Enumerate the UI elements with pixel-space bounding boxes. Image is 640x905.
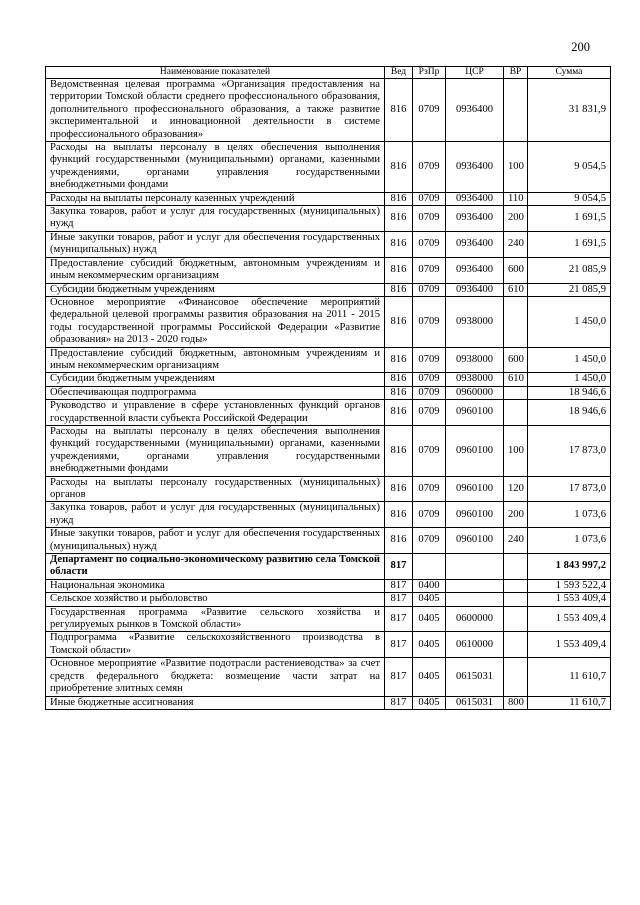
row-sum-cell: 18 946,6 bbox=[528, 400, 611, 426]
row-csr-cell: 0936400 bbox=[446, 192, 504, 205]
row-vr-cell: 240 bbox=[504, 528, 528, 554]
column-header-rzpr: РзПр bbox=[413, 67, 446, 79]
row-csr-cell bbox=[446, 554, 504, 580]
table-body bbox=[46, 79, 611, 710]
row-vr-cell: 200 bbox=[504, 502, 528, 528]
row-ved-cell: 816 bbox=[385, 502, 413, 528]
row-rzpr-cell: 0405 bbox=[413, 632, 446, 658]
table-header-row bbox=[46, 67, 611, 79]
row-rzpr-cell: 0709 bbox=[413, 79, 446, 142]
row-rzpr-cell: 0709 bbox=[413, 192, 446, 205]
row-sum-cell: 11 610,7 bbox=[528, 658, 611, 696]
row-ved-cell: 816 bbox=[385, 400, 413, 426]
row-sum-cell: 1 553 409,4 bbox=[528, 593, 611, 606]
row-csr-cell: 0600000 bbox=[446, 606, 504, 632]
row-vr-cell: 120 bbox=[504, 476, 528, 502]
table-row bbox=[46, 476, 611, 502]
row-ved-cell: 816 bbox=[385, 257, 413, 283]
row-csr-cell: 0960100 bbox=[446, 528, 504, 554]
row-ved-cell: 817 bbox=[385, 554, 413, 580]
row-rzpr-cell: 0709 bbox=[413, 373, 446, 386]
row-name-cell: Обеспечивающая подпрограмма bbox=[46, 386, 385, 399]
row-vr-cell bbox=[504, 579, 528, 592]
row-sum-cell: 1 691,5 bbox=[528, 231, 611, 257]
row-csr-cell bbox=[446, 593, 504, 606]
table-row bbox=[46, 296, 611, 347]
row-csr-cell: 0615031 bbox=[446, 658, 504, 696]
row-ved-cell: 816 bbox=[385, 528, 413, 554]
row-name-cell: Расходы на выплаты персоналу в целях обеспечения выполнения функций государственными (муниципальными) органами, казенными учреждениями, органами управления государственными внебюджетными фондами bbox=[46, 425, 385, 476]
table-row bbox=[46, 257, 611, 283]
row-csr-cell: 0960000 bbox=[446, 386, 504, 399]
row-vr-cell: 100 bbox=[504, 142, 528, 193]
row-csr-cell: 0615031 bbox=[446, 696, 504, 709]
table-row bbox=[46, 231, 611, 257]
page-number: 200 bbox=[571, 40, 590, 54]
row-name-cell: Государственная программа «Развитие сельского хозяйства и регулируемых рынков в Томской области» bbox=[46, 606, 385, 632]
row-csr-cell: 0936400 bbox=[446, 231, 504, 257]
row-name-cell: Предоставление субсидий бюджетным, автономным учреждениям и иным некоммерческим организациям bbox=[46, 347, 385, 373]
row-ved-cell: 816 bbox=[385, 476, 413, 502]
table-row bbox=[46, 606, 611, 632]
row-sum-cell: 1 073,6 bbox=[528, 528, 611, 554]
row-csr-cell: 0938000 bbox=[446, 296, 504, 347]
row-csr-cell: 0936400 bbox=[446, 283, 504, 296]
row-vr-cell: 800 bbox=[504, 696, 528, 709]
row-name-cell: Основное мероприятие «Финансовое обеспечение мероприятий федеральной целевой программы развития образования на 2011 - 2015 годы государственной программы Российской Федерации «Развитие образования» на 2013 - 2020 годы» bbox=[46, 296, 385, 347]
row-vr-cell: 200 bbox=[504, 206, 528, 232]
row-name-cell: Сельское хозяйство и рыболовство bbox=[46, 593, 385, 606]
row-rzpr-cell bbox=[413, 554, 446, 580]
row-rzpr-cell: 0405 bbox=[413, 696, 446, 709]
row-rzpr-cell: 0709 bbox=[413, 231, 446, 257]
row-sum-cell: 17 873,0 bbox=[528, 476, 611, 502]
row-name-cell: Расходы на выплаты персоналу в целях обеспечения выполнения функций государственными (муниципальными) органами, казенными учреждениями, органами управления государственными внебюджетными фондами bbox=[46, 142, 385, 193]
row-name-cell: Расходы на выплаты персоналу казенных учреждений bbox=[46, 192, 385, 205]
row-sum-cell: 1 553 409,4 bbox=[528, 606, 611, 632]
row-sum-cell: 9 054,5 bbox=[528, 142, 611, 193]
row-sum-cell: 1 553 409,4 bbox=[528, 632, 611, 658]
table-row bbox=[46, 658, 611, 696]
row-csr-cell: 0938000 bbox=[446, 347, 504, 373]
row-csr-cell: 0960100 bbox=[446, 400, 504, 426]
row-vr-cell bbox=[504, 386, 528, 399]
row-rzpr-cell: 0400 bbox=[413, 579, 446, 592]
row-rzpr-cell: 0405 bbox=[413, 606, 446, 632]
row-sum-cell: 1 450,0 bbox=[528, 296, 611, 347]
table-row bbox=[46, 425, 611, 476]
row-name-cell: Субсидии бюджетным учреждениям bbox=[46, 373, 385, 386]
row-name-cell: Основное мероприятие «Развитие подотрасли растениеводства» за счет средств федерального бюджета: возмещение части затрат на приобретение элитных семян bbox=[46, 658, 385, 696]
row-ved-cell: 816 bbox=[385, 206, 413, 232]
row-sum-cell: 21 085,9 bbox=[528, 257, 611, 283]
row-ved-cell: 817 bbox=[385, 606, 413, 632]
row-ved-cell: 816 bbox=[385, 231, 413, 257]
row-rzpr-cell: 0709 bbox=[413, 347, 446, 373]
row-ved-cell: 817 bbox=[385, 593, 413, 606]
table-row bbox=[46, 696, 611, 709]
row-sum-cell: 18 946,6 bbox=[528, 386, 611, 399]
row-csr-cell: 0936400 bbox=[446, 142, 504, 193]
table-row bbox=[46, 373, 611, 386]
budget-table bbox=[45, 66, 611, 710]
row-name-cell: Закупка товаров, работ и услуг для государственных (муниципальных) нужд bbox=[46, 502, 385, 528]
row-name-cell: Закупка товаров, работ и услуг для государственных (муниципальных) нужд bbox=[46, 206, 385, 232]
row-ved-cell: 816 bbox=[385, 386, 413, 399]
row-ved-cell: 816 bbox=[385, 373, 413, 386]
row-rzpr-cell: 0405 bbox=[413, 658, 446, 696]
row-rzpr-cell: 0709 bbox=[413, 142, 446, 193]
row-rzpr-cell: 0709 bbox=[413, 206, 446, 232]
row-vr-cell bbox=[504, 296, 528, 347]
row-ved-cell: 816 bbox=[385, 79, 413, 142]
row-name-cell: Департамент по социально-экономическому развитию села Томской области bbox=[46, 554, 385, 580]
row-rzpr-cell: 0709 bbox=[413, 257, 446, 283]
row-ved-cell: 817 bbox=[385, 579, 413, 592]
row-ved-cell: 816 bbox=[385, 425, 413, 476]
column-header-vr: ВР bbox=[504, 67, 528, 79]
row-sum-cell: 21 085,9 bbox=[528, 283, 611, 296]
row-sum-cell: 1 073,6 bbox=[528, 502, 611, 528]
column-header-csr: ЦСР bbox=[446, 67, 504, 79]
row-name-cell: Расходы на выплаты персоналу государственных (муниципальных) органов bbox=[46, 476, 385, 502]
row-vr-cell bbox=[504, 632, 528, 658]
row-vr-cell: 110 bbox=[504, 192, 528, 205]
row-vr-cell bbox=[504, 606, 528, 632]
row-name-cell: Предоставление субсидий бюджетным, автономным учреждениям и иным некоммерческим организациям bbox=[46, 257, 385, 283]
row-sum-cell: 9 054,5 bbox=[528, 192, 611, 205]
row-sum-cell: 1 450,0 bbox=[528, 373, 611, 386]
table-row bbox=[46, 142, 611, 193]
table-row bbox=[46, 528, 611, 554]
row-csr-cell: 0610000 bbox=[446, 632, 504, 658]
row-csr-cell bbox=[446, 579, 504, 592]
row-rzpr-cell: 0709 bbox=[413, 502, 446, 528]
row-ved-cell: 817 bbox=[385, 658, 413, 696]
row-ved-cell: 816 bbox=[385, 347, 413, 373]
row-csr-cell: 0960100 bbox=[446, 502, 504, 528]
row-name-cell: Руководство и управление в сфере установленных функций органов государственной власти субъекта Российской Федерации bbox=[46, 400, 385, 426]
table-row bbox=[46, 579, 611, 592]
row-vr-cell bbox=[504, 593, 528, 606]
row-vr-cell: 610 bbox=[504, 283, 528, 296]
row-sum-cell: 31 831,9 bbox=[528, 79, 611, 142]
row-ved-cell: 816 bbox=[385, 296, 413, 347]
row-ved-cell: 816 bbox=[385, 192, 413, 205]
row-sum-cell: 1 843 997,2 bbox=[528, 554, 611, 580]
row-rzpr-cell: 0709 bbox=[413, 528, 446, 554]
row-name-cell: Подпрограмма «Развитие сельскохозяйственного производства в Томской области» bbox=[46, 632, 385, 658]
row-name-cell: Иные бюджетные ассигнования bbox=[46, 696, 385, 709]
row-vr-cell: 610 bbox=[504, 373, 528, 386]
column-header-ved: Вед bbox=[385, 67, 413, 79]
row-csr-cell: 0936400 bbox=[446, 257, 504, 283]
row-vr-cell: 600 bbox=[504, 257, 528, 283]
row-rzpr-cell: 0709 bbox=[413, 476, 446, 502]
row-vr-cell bbox=[504, 658, 528, 696]
row-rzpr-cell: 0709 bbox=[413, 400, 446, 426]
row-sum-cell: 1 450,0 bbox=[528, 347, 611, 373]
row-csr-cell: 0960100 bbox=[446, 476, 504, 502]
table-row bbox=[46, 400, 611, 426]
row-vr-cell bbox=[504, 79, 528, 142]
table-row bbox=[46, 632, 611, 658]
row-csr-cell: 0936400 bbox=[446, 79, 504, 142]
row-vr-cell: 100 bbox=[504, 425, 528, 476]
table-row bbox=[46, 554, 611, 580]
column-header-sum: Сумма bbox=[528, 67, 611, 79]
table-row bbox=[46, 79, 611, 142]
table-row bbox=[46, 386, 611, 399]
row-ved-cell: 817 bbox=[385, 632, 413, 658]
table-row bbox=[46, 283, 611, 296]
table-row bbox=[46, 347, 611, 373]
table-row bbox=[46, 593, 611, 606]
row-ved-cell: 816 bbox=[385, 283, 413, 296]
column-header-name: Наименование показателей bbox=[46, 67, 385, 79]
row-ved-cell: 816 bbox=[385, 142, 413, 193]
row-vr-cell: 600 bbox=[504, 347, 528, 373]
row-sum-cell: 1 593 522,4 bbox=[528, 579, 611, 592]
row-sum-cell: 1 691,5 bbox=[528, 206, 611, 232]
row-csr-cell: 0936400 bbox=[446, 206, 504, 232]
row-csr-cell: 0938000 bbox=[446, 373, 504, 386]
row-ved-cell: 817 bbox=[385, 696, 413, 709]
row-name-cell: Иные закупки товаров, работ и услуг для обеспечения государственных (муниципальных) нужд bbox=[46, 231, 385, 257]
row-name-cell: Иные закупки товаров, работ и услуг для обеспечения государственных (муниципальных) нужд bbox=[46, 528, 385, 554]
row-sum-cell: 11 610,7 bbox=[528, 696, 611, 709]
row-rzpr-cell: 0709 bbox=[413, 386, 446, 399]
row-vr-cell: 240 bbox=[504, 231, 528, 257]
table-row bbox=[46, 502, 611, 528]
row-name-cell: Национальная экономика bbox=[46, 579, 385, 592]
row-vr-cell bbox=[504, 554, 528, 580]
row-rzpr-cell: 0709 bbox=[413, 283, 446, 296]
table-row bbox=[46, 206, 611, 232]
row-rzpr-cell: 0405 bbox=[413, 593, 446, 606]
table-row bbox=[46, 192, 611, 205]
row-rzpr-cell: 0709 bbox=[413, 425, 446, 476]
row-csr-cell: 0960100 bbox=[446, 425, 504, 476]
row-sum-cell: 17 873,0 bbox=[528, 425, 611, 476]
row-name-cell: Ведомственная целевая программа «Организация предоставления на территории Томской области среднего профессионального образования, дополнительного профессионального образования, а также развитие экспериментальной и инновационной деятельности в системе профессионального образования» bbox=[46, 79, 385, 142]
row-vr-cell bbox=[504, 400, 528, 426]
row-name-cell: Субсидии бюджетным учреждениям bbox=[46, 283, 385, 296]
row-rzpr-cell: 0709 bbox=[413, 296, 446, 347]
